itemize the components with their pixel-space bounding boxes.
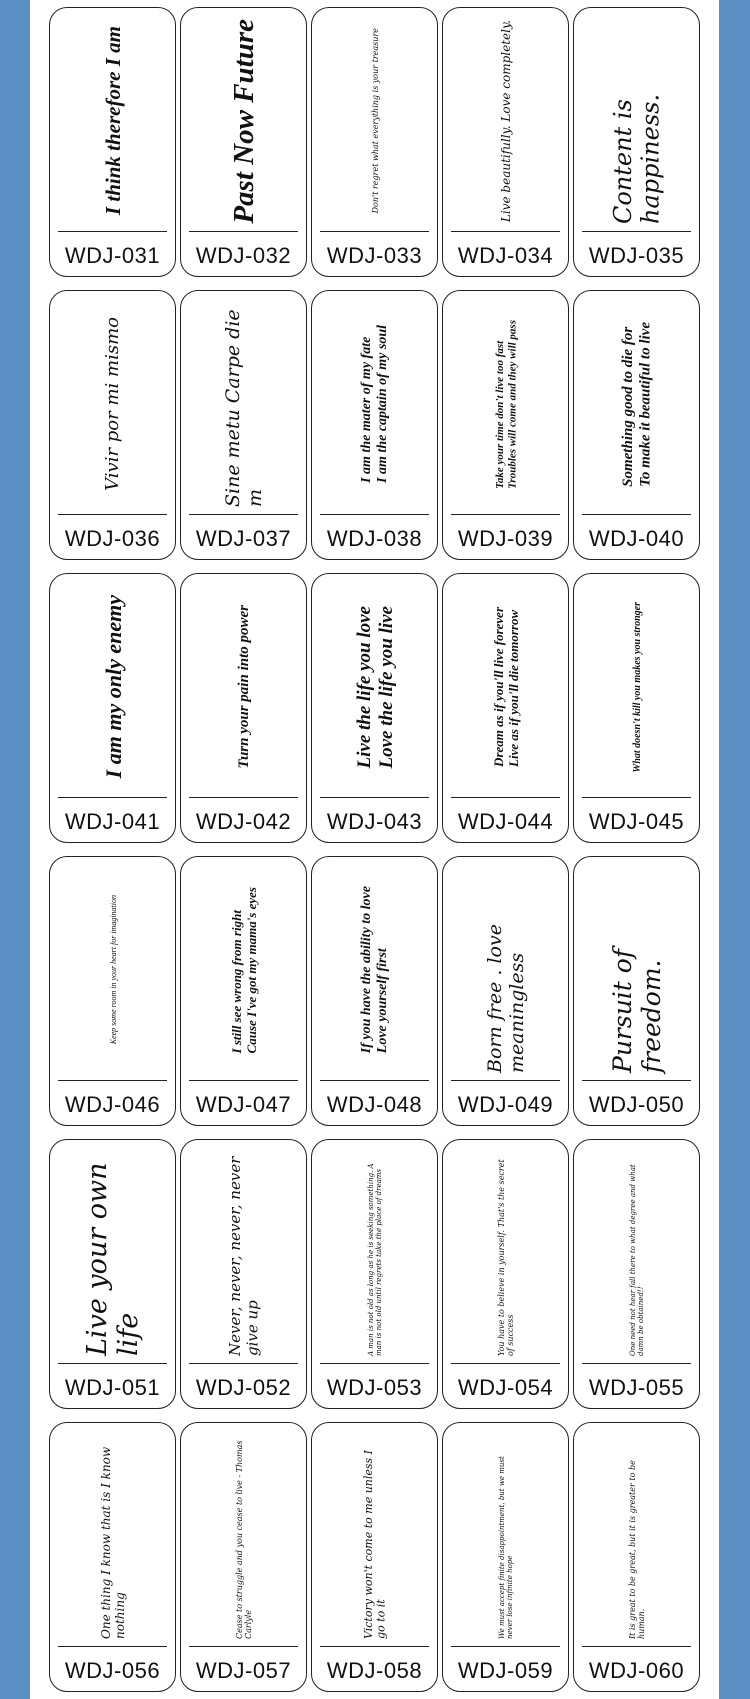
product-code: WDJ-056 (64, 1658, 161, 1683)
sticker-phrase: I am my only enemy (100, 595, 126, 779)
divider-line (451, 514, 560, 515)
product-code: WDJ-048 (326, 1092, 423, 1117)
phrase-area (443, 16, 569, 226)
sticker-card[interactable] (180, 573, 307, 843)
product-code: WDJ-032 (195, 243, 292, 268)
sticker-phrase: Never, never, never, never give up (226, 1156, 262, 1356)
sticker-phrase: Content is happiness. (608, 93, 665, 224)
phrase-area (181, 299, 307, 509)
product-code: WDJ-049 (457, 1092, 554, 1117)
divider-line (189, 1646, 298, 1647)
sticker-sheet (30, 0, 719, 1699)
product-code: WDJ-041 (64, 809, 161, 834)
sticker-phrase: One thing I know that is I know nothing (98, 1446, 127, 1639)
sticker-phrase: A man is not old as long as he is seeking something. A man is not old until regrets take the place of dreams (367, 1162, 384, 1356)
sticker-phrase: Victory won't come to me unless I go to it (361, 1449, 388, 1639)
phrase-area (181, 1431, 307, 1641)
phrase-area (50, 865, 176, 1075)
phrase-area (443, 582, 569, 792)
phrase-area (50, 299, 176, 509)
product-code: WDJ-057 (195, 1658, 292, 1683)
sticker-card[interactable] (442, 1139, 569, 1409)
product-code: WDJ-045 (588, 809, 685, 834)
phrase-area (574, 1148, 700, 1358)
sticker-card[interactable] (180, 7, 307, 277)
phrase-area (181, 16, 307, 226)
sticker-phrase: I am the mater of my fate I am the captain of my soul (359, 325, 391, 483)
divider-line (189, 514, 298, 515)
sticker-phrase: Keep some room in your heart for imagination (108, 895, 118, 1045)
sticker-phrase: Live your own life (82, 1161, 145, 1356)
sticker-phrase: Past Now Future (227, 18, 260, 224)
sticker-phrase: Don't regret what everything is your treasure (370, 28, 380, 214)
divider-line (58, 797, 167, 798)
product-code: WDJ-040 (588, 526, 685, 551)
product-code: WDJ-042 (195, 809, 292, 834)
sticker-card[interactable] (49, 573, 176, 843)
sticker-card[interactable] (573, 7, 700, 277)
divider-line (451, 1646, 560, 1647)
sticker-phrase: Live beautifully. Love completely. (498, 19, 513, 223)
divider-line (58, 1363, 167, 1364)
sticker-card[interactable] (49, 1422, 176, 1692)
divider-line (451, 797, 560, 798)
sticker-phrase: One need not hear fall there to what degree and what damn be obtained!! (629, 1163, 646, 1356)
sticker-card[interactable] (573, 856, 700, 1126)
sticker-phrase: What doesn't kill you makes you stronger (631, 601, 643, 773)
divider-line (320, 231, 429, 232)
product-code: WDJ-039 (457, 526, 554, 551)
sticker-phrase: Something good to die for To make it beautiful to live (620, 321, 654, 487)
product-code: WDJ-055 (588, 1375, 685, 1400)
sticker-card[interactable] (49, 1139, 176, 1409)
product-code: WDJ-050 (588, 1092, 685, 1117)
divider-line (189, 1080, 298, 1081)
phrase-area (312, 299, 438, 509)
product-code: WDJ-037 (195, 526, 292, 551)
sticker-card[interactable] (311, 856, 438, 1126)
sticker-card[interactable] (311, 1139, 438, 1409)
sticker-phrase: I think therefore I am (101, 26, 126, 216)
sticker-phrase: Vivir por mi mismo (102, 317, 124, 491)
sticker-card[interactable] (180, 290, 307, 560)
sticker-phrase: We must accept finite disappointment, but we must never lose infinite hope (498, 1455, 515, 1639)
product-code: WDJ-046 (64, 1092, 161, 1117)
product-code: WDJ-047 (195, 1092, 292, 1117)
sticker-phrase: If you have the ability to love Love yourself first (359, 886, 391, 1054)
divider-line (320, 514, 429, 515)
product-code: WDJ-059 (457, 1658, 554, 1683)
sticker-card[interactable] (573, 1422, 700, 1692)
phrase-area (443, 1431, 569, 1641)
divider-line (582, 1646, 691, 1647)
sticker-phrase: You have to believe in yourself. That's the secret of success (497, 1158, 516, 1356)
phrase-area (443, 1148, 569, 1358)
divider-line (451, 231, 560, 232)
divider-line (320, 1363, 429, 1364)
product-code: WDJ-038 (326, 526, 423, 551)
product-code: WDJ-051 (64, 1375, 161, 1400)
phrase-area (443, 865, 569, 1075)
divider-line (582, 231, 691, 232)
divider-line (582, 1363, 691, 1364)
sticker-phrase: It is great to be great, but it is greater to be human. (628, 1459, 647, 1639)
sticker-card[interactable] (311, 573, 438, 843)
divider-line (451, 1080, 560, 1081)
sticker-card[interactable] (573, 573, 700, 843)
sticker-card[interactable] (49, 290, 176, 560)
phrase-area (181, 865, 307, 1075)
sticker-card[interactable] (573, 1139, 700, 1409)
divider-line (58, 1080, 167, 1081)
sticker-phrase: Sine metu Carpe die m (221, 308, 266, 507)
product-code: WDJ-033 (326, 243, 423, 268)
divider-line (582, 1080, 691, 1081)
divider-line (189, 1363, 298, 1364)
sticker-card[interactable] (311, 290, 438, 560)
product-code: WDJ-053 (326, 1375, 423, 1400)
phrase-area (50, 16, 176, 226)
phrase-area (50, 582, 176, 792)
sticker-card[interactable] (442, 856, 569, 1126)
product-code: WDJ-058 (326, 1658, 423, 1683)
phrase-area (574, 865, 700, 1075)
sticker-card[interactable] (180, 1139, 307, 1409)
product-code: WDJ-035 (588, 243, 685, 268)
sticker-card[interactable] (49, 856, 176, 1126)
phrase-area (181, 1148, 307, 1358)
phrase-area (50, 1431, 176, 1641)
sticker-card[interactable] (442, 1422, 569, 1692)
sticker-phrase: Dream as if you'll live forever Live as if you'll die tomorrow (490, 607, 521, 767)
sticker-card[interactable] (311, 7, 438, 277)
phrase-area (574, 299, 700, 509)
divider-line (189, 231, 298, 232)
sticker-phrase: Pursuit of freedom. (607, 948, 666, 1073)
phrase-area (312, 1431, 438, 1641)
sticker-card[interactable] (442, 573, 569, 843)
product-code: WDJ-031 (64, 243, 161, 268)
sticker-phrase: Take your time don't live too fast Troubles will come and they will pass (493, 319, 519, 489)
sticker-grid (49, 7, 700, 1692)
sticker-card[interactable] (180, 1422, 307, 1692)
phrase-area (312, 582, 438, 792)
phrase-area (312, 1148, 438, 1358)
phrase-area (574, 582, 700, 792)
product-code: WDJ-036 (64, 526, 161, 551)
divider-line (320, 1080, 429, 1081)
divider-line (58, 514, 167, 515)
divider-line (451, 1363, 560, 1364)
divider-line (582, 797, 691, 798)
divider-line (58, 1646, 167, 1647)
sticker-card[interactable] (442, 7, 569, 277)
sticker-phrase: I still see wrong from right Cause I've got my mama's eyes (228, 886, 259, 1054)
product-code: WDJ-044 (457, 809, 554, 834)
product-code: WDJ-060 (588, 1658, 685, 1683)
phrase-area (181, 582, 307, 792)
phrase-area (443, 299, 569, 509)
divider-line (320, 1646, 429, 1647)
product-code: WDJ-054 (457, 1375, 554, 1400)
phrase-area (312, 16, 438, 226)
sticker-phrase: Born free . love meaningless (483, 923, 528, 1073)
sticker-phrase: Cease to struggle and you cease to live - Thomas Carlyle (235, 1440, 254, 1639)
divider-line (58, 231, 167, 232)
divider-line (320, 797, 429, 798)
sticker-phrase: Turn your pain into power (235, 605, 252, 769)
sticker-phrase: Live the life you love Love the life you live (353, 605, 397, 769)
sticker-card[interactable] (180, 856, 307, 1126)
product-code: WDJ-052 (195, 1375, 292, 1400)
phrase-area (50, 1148, 176, 1358)
product-code: WDJ-034 (457, 243, 554, 268)
phrase-area (574, 1431, 700, 1641)
sticker-card[interactable] (442, 290, 569, 560)
divider-line (582, 514, 691, 515)
phrase-area (312, 865, 438, 1075)
product-code: WDJ-043 (326, 809, 423, 834)
sticker-card[interactable] (311, 1422, 438, 1692)
divider-line (189, 797, 298, 798)
sticker-card[interactable] (573, 290, 700, 560)
phrase-area (574, 16, 700, 226)
sticker-card[interactable] (49, 7, 176, 277)
